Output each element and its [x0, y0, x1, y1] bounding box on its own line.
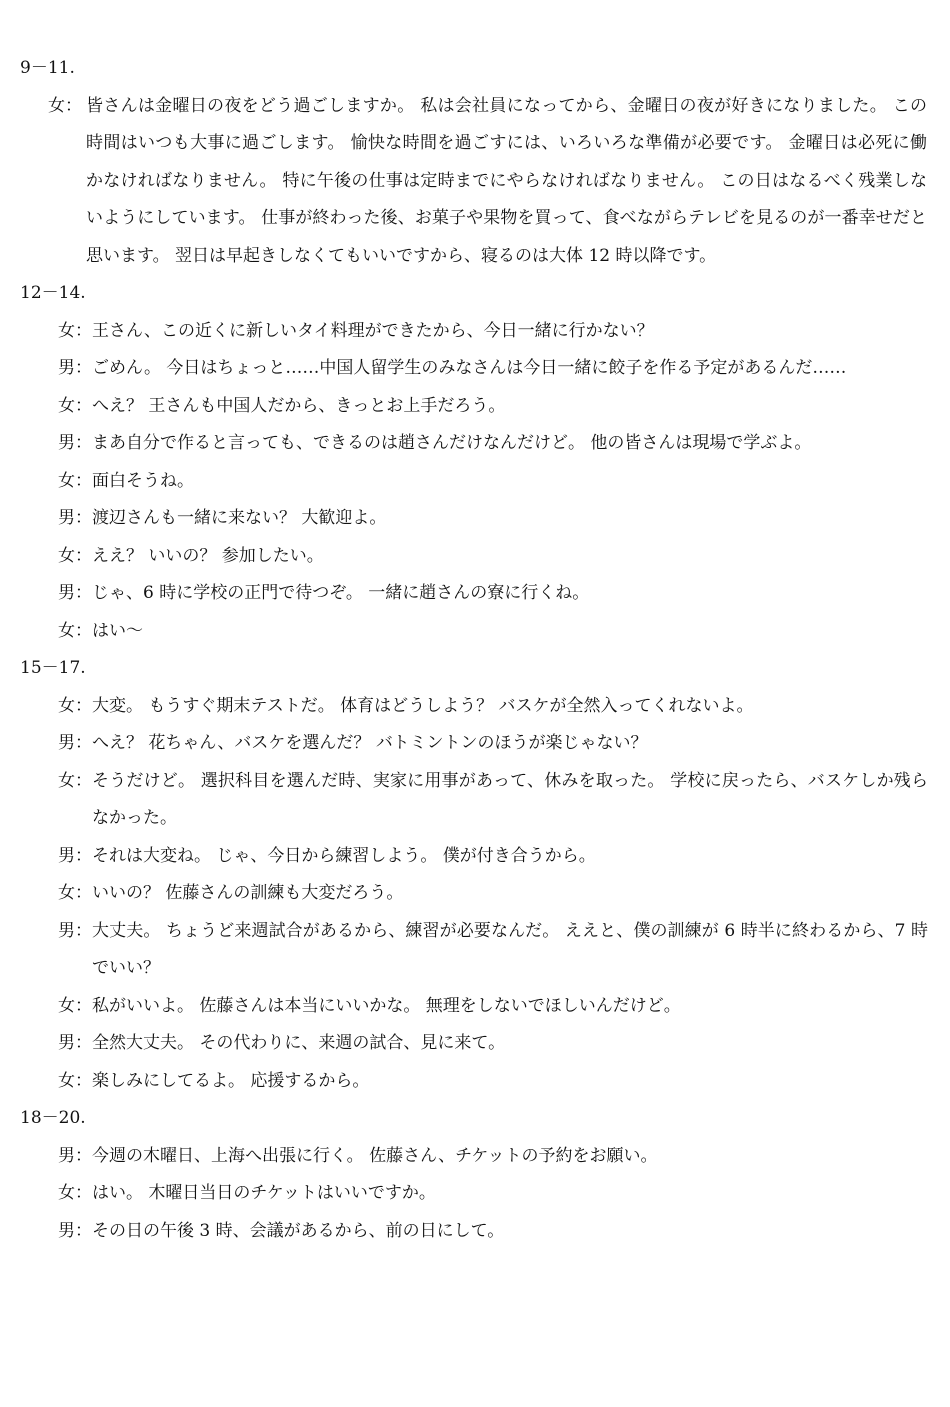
section-number: 9－11.: [20, 58, 75, 78]
line-text: 今週の木曜日、上海へ出張に行く。 佐藤さん、チケットの予約をお願い。: [92, 1145, 658, 1166]
section-number: 15－17.: [20, 658, 86, 678]
line-text: 全然大丈夫。 その代わりに、来週の試合、見に来て。: [92, 1033, 506, 1053]
speaker-label: 男：: [58, 920, 92, 941]
line-text: ええ？ いいの？ 参加したい。: [92, 545, 324, 566]
cut-off-line-fragment: [58, 1328, 658, 1342]
line-text: いいの？ 佐藤さんの訓練も大変だろう。: [92, 883, 404, 903]
line-text: まあ自分で作ると言っても、できるのは趙さんだけなんだけど。 他の皆さんは現場で学ぶよ。: [92, 433, 812, 453]
line-text: はい。 木曜日当日のチケットはいいですか。: [92, 1183, 436, 1203]
line-text: じゃ、6 時に学校の正門で待つぞ。 一緒に趙さんの寮に行くね。: [92, 583, 590, 603]
dialogue-line: [48, 88, 927, 276]
speaker-label: 男：: [58, 1145, 92, 1166]
line-text: そうだけど。 選択科目を選んだ時、実家に用事があって、休みを取った。 学校に戻ったら、バスケしか残らなかった。: [92, 770, 928, 828]
dialogue-line: [58, 875, 928, 913]
dialogue-line: [58, 1025, 928, 1063]
dialogue-line: [58, 500, 928, 538]
dialogue-line: [58, 763, 928, 838]
line-text: それは大変ね。 じゃ、今日から練習しよう。 僕が付き合うから。: [92, 845, 596, 866]
line-text: ごめん。 今日はちょっと……中国人留学生のみなさんは今日一緒に餃子を作る予定があるんだ……: [92, 358, 847, 378]
dialogue-line: [58, 388, 928, 426]
speaker-label: 男：: [58, 583, 92, 603]
section-number: 12－14.: [20, 283, 86, 303]
dialogue-line: [58, 725, 928, 763]
speaker-label: 女：: [58, 1183, 92, 1203]
dialogue-line: [58, 575, 928, 613]
line-text: へえ？ 花ちゃん、バスケを選んだ？ バトミントンのほうが楽じゃない？: [92, 733, 648, 753]
dialogue-line: [58, 988, 928, 1026]
script-document: [0, 50, 950, 1250]
dialogue-line: [58, 538, 928, 576]
speaker-label: 女：: [58, 545, 92, 566]
speaker-label: 男：: [58, 433, 92, 453]
speaker-label: 女：: [58, 883, 92, 903]
speaker-label: 女：: [58, 995, 92, 1016]
line-text: 私がいいよ。 佐藤さんは本当にいいかな。 無理をしないでほしいんだけど。: [92, 995, 681, 1016]
speaker-label: 男：: [58, 508, 92, 528]
speaker-label: 女：: [58, 395, 92, 416]
line-text: その日の午後 3 時、会議があるから、前の日にして。: [92, 1220, 505, 1241]
dialogue-line: [58, 1138, 928, 1176]
line-text: 大丈夫。 ちょうど来週試合があるから、練習が必要なんだ。 ええと、僕の訓練が 6 時半に終わるから、7 時でいい？: [92, 920, 928, 978]
dialogue-line: [58, 838, 928, 876]
speaker-label: 男：: [58, 845, 92, 866]
dialogue-line: [58, 1063, 928, 1101]
dialogue-line: [58, 350, 928, 388]
dialogue-line: [58, 688, 928, 726]
speaker-label: 女：: [48, 95, 82, 116]
line-text: 皆さんは金曜日の夜をどう過ごしますか。 私は会社員になってから、金曜日の夜が好きになりました。 この時間はいつも大事に過ごします。 愉快な時間を過ごすには、いろいろな準備が必要です。 金曜日は必死に働かなければなりません。 特に午後の仕事は定時までにやらなければなりません。 この日はなるべく残業しないようにしています。 仕事が終わった後、お菓子や果物を買って、食べながらテレビを見るのが一番幸せだと思います。 翌日は早起きしなくてもいいですから、寝るのは大体 12 時以降です。: [86, 95, 927, 266]
speaker-label: 女：: [58, 1070, 92, 1091]
line-text: 楽しみにしてるよ。 応援するから。: [92, 1070, 370, 1091]
dialogue-line: [58, 425, 928, 463]
speaker-label: 女：: [58, 470, 92, 491]
dialogue-line: [58, 913, 928, 988]
dialogue-line: [58, 313, 928, 351]
speaker-label: 男：: [58, 1033, 92, 1053]
speaker-label: 女：: [58, 620, 92, 641]
speaker-label: 女：: [58, 770, 92, 791]
line-text: 王さん、この近くに新しいタイ料理ができたから、今日一緒に行かない？: [92, 320, 654, 341]
speaker-label: 男：: [58, 733, 92, 753]
line-text: はい～: [92, 620, 143, 641]
line-text: 大変。 もうすぐ期末テストだ。 体育はどうしよう？ バスケが全然入ってくれないよ。: [92, 695, 754, 716]
speaker-label: 男：: [58, 358, 92, 378]
dialogue-line: [58, 1175, 928, 1213]
line-text: へえ？ 王さんも中国人だから、きっとお上手だろう。: [92, 395, 506, 416]
speaker-label: 女：: [58, 695, 92, 716]
dialogue-line: [58, 463, 928, 501]
line-text: 面白そうね。: [92, 470, 194, 491]
dialogue-line: [58, 613, 928, 651]
speaker-label: 女：: [58, 320, 92, 341]
section-number: 18－20.: [20, 1108, 86, 1128]
dialogue-line: [58, 1213, 928, 1251]
cut-off-glyphs: [58, 1328, 658, 1342]
line-text: 渡辺さんも一緒に来ない？ 大歓迎よ。: [92, 508, 387, 528]
speaker-label: 男：: [58, 1220, 92, 1241]
